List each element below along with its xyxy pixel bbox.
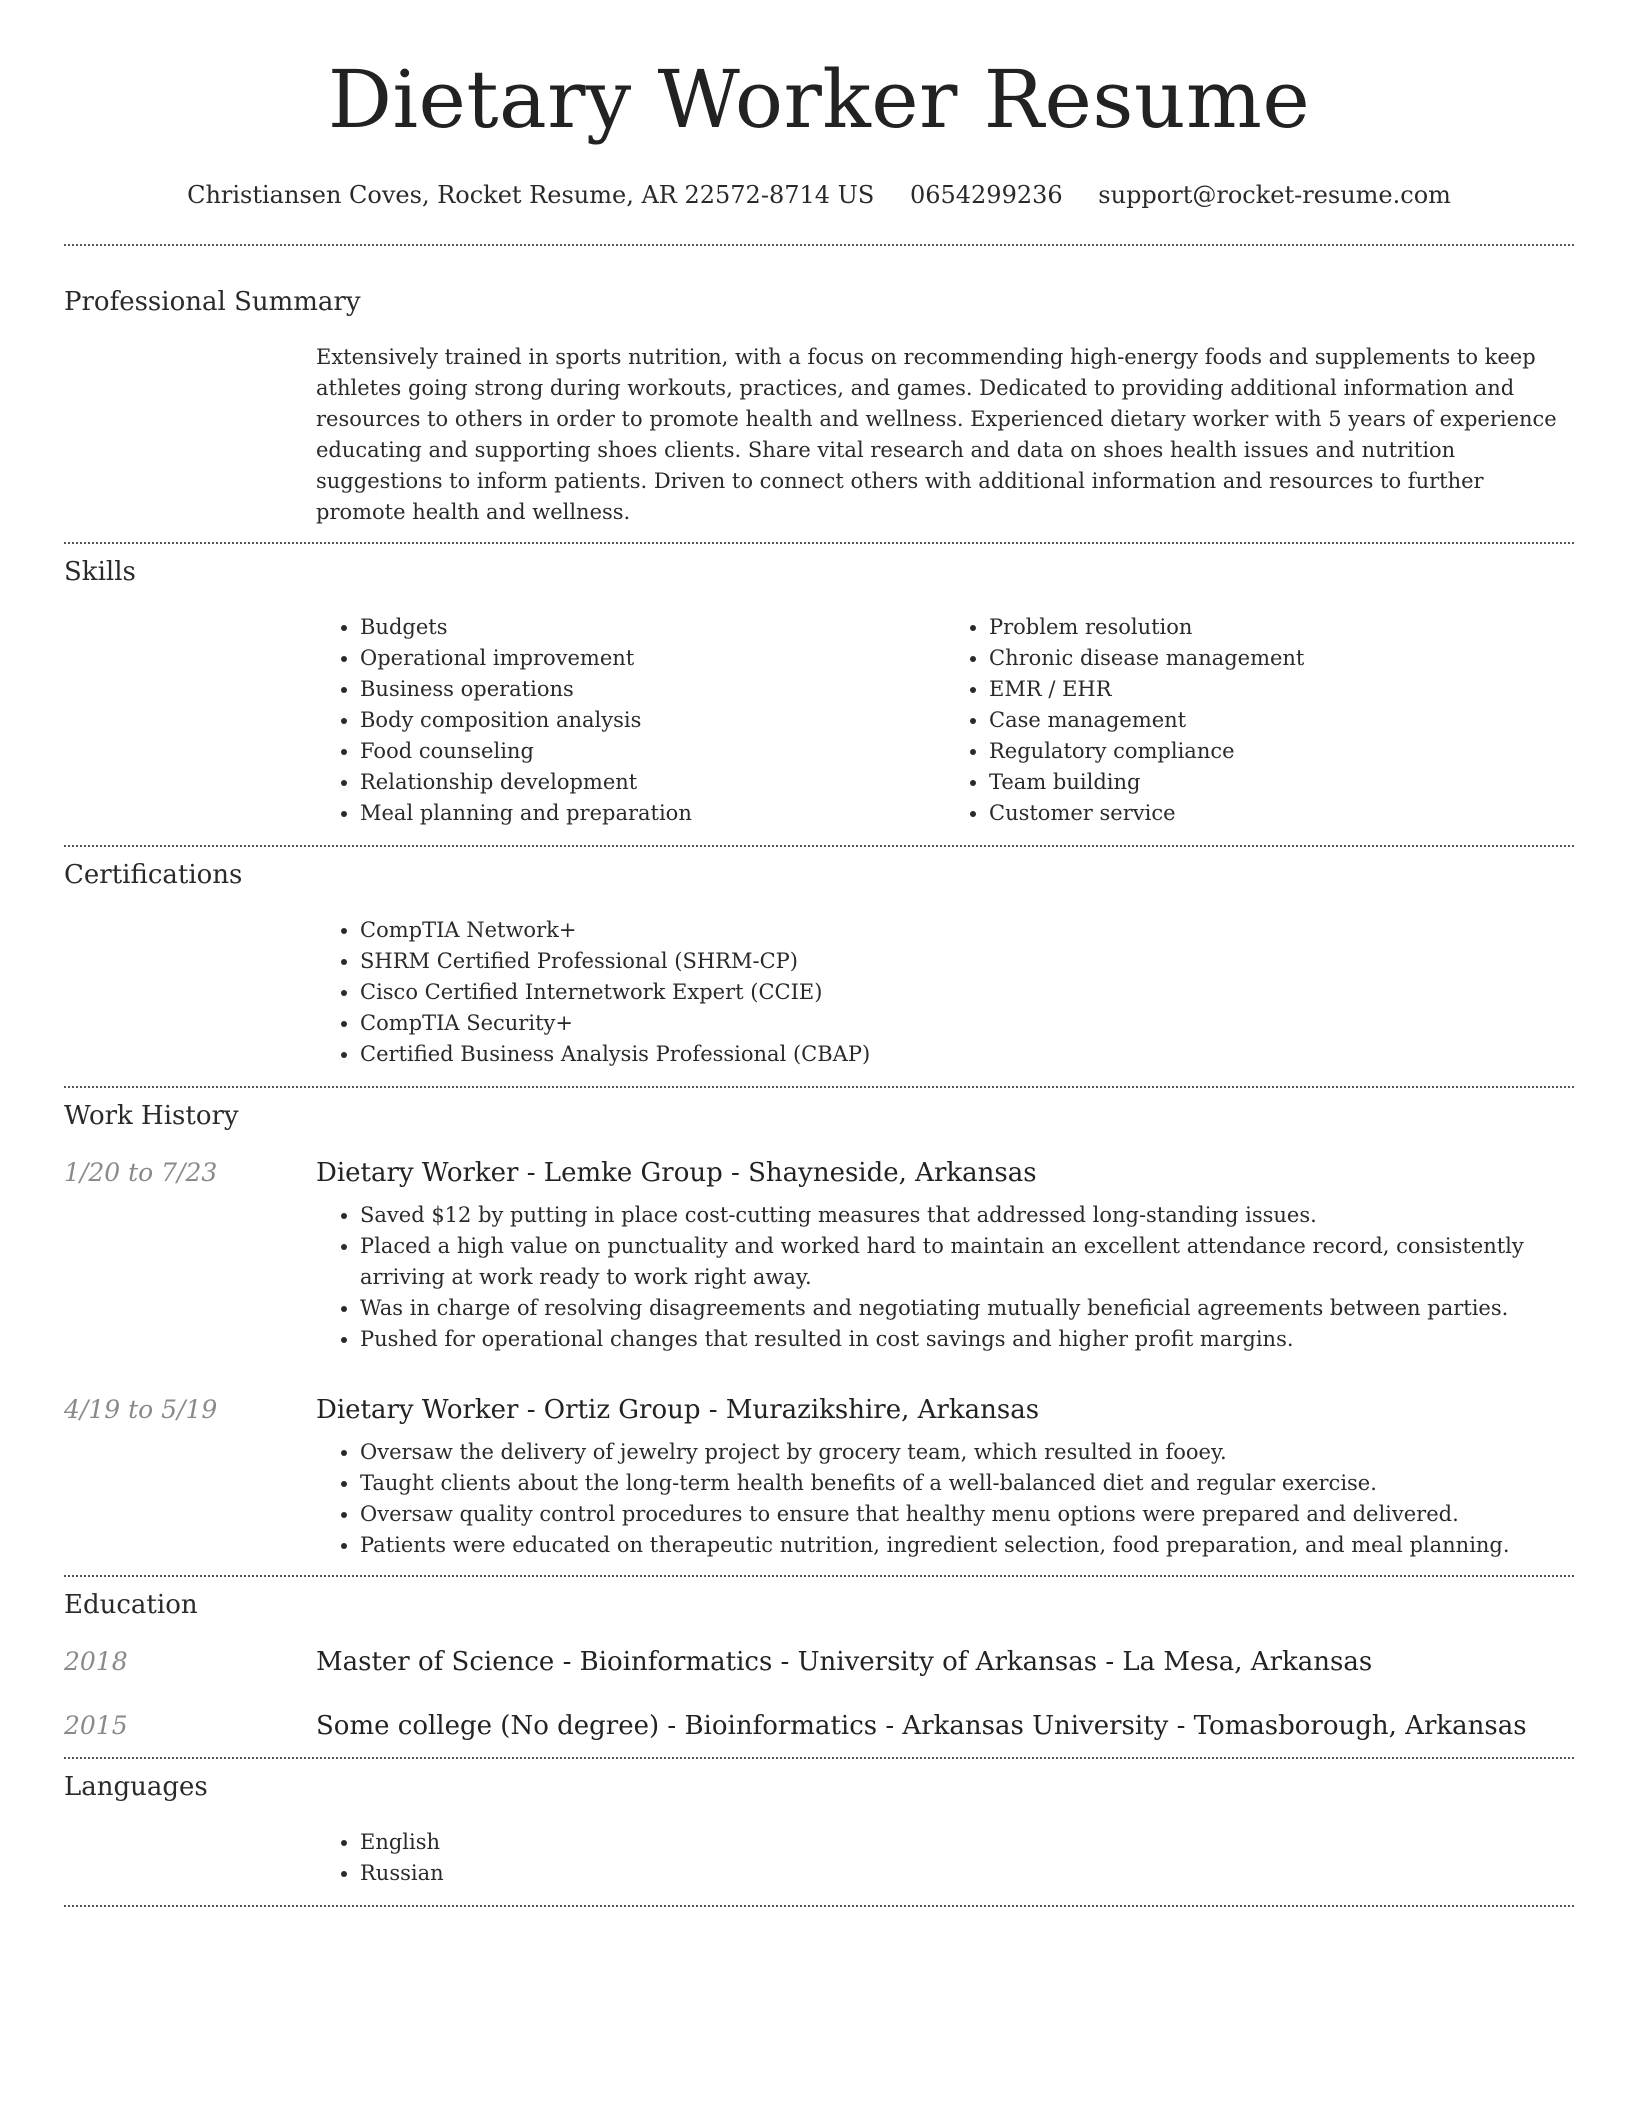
list-item: • Operational improvement (360, 643, 945, 674)
list-item: • Customer service (989, 798, 1574, 829)
list-item: • Placed a high value on punctuality and worked hard to maintain an excellent attendance record, consistently arriving at work ready to work right away. (360, 1231, 1574, 1293)
certifications-block (316, 915, 1574, 1070)
divider (64, 244, 1574, 246)
list-item: • Russian (360, 1858, 1574, 1889)
list-item: • Team building (989, 767, 1574, 798)
list-item: • Budgets (360, 612, 945, 643)
resume-title: Dietary Worker Resume (327, 53, 1311, 146)
job-title: Dietary Worker - Ortiz Group - Murazikshire, Arkansas (316, 1395, 1040, 1425)
skills-columns (316, 612, 1574, 829)
list-item: • Body composition analysis (360, 705, 945, 736)
list-item: • Patients were educated on therapeutic nutrition, ingredient selection, food preparation, and meal planning. (360, 1530, 1574, 1561)
divider (64, 845, 1574, 847)
section-title-languages: Languages (64, 1772, 208, 1802)
list-item: • Food counseling (360, 736, 945, 767)
education-year: 2018 (64, 1647, 128, 1676)
list-item: • Regulatory compliance (989, 736, 1574, 767)
contact-email: support@rocket-resume.com (1098, 181, 1451, 209)
education-year: 2015 (64, 1711, 128, 1740)
job-bullets (316, 1437, 1574, 1561)
list-item: • Meal planning and preparation (360, 798, 945, 829)
job-bullets (316, 1200, 1574, 1355)
section-title-education: Education (64, 1590, 198, 1620)
list-item: • Oversaw the delivery of jewelry project by grocery team, which resulted in fooey. (360, 1437, 1574, 1468)
education-entry (64, 1647, 1574, 1677)
job-header (64, 1395, 1574, 1425)
contact-address: Christiansen Coves, Rocket Resume, AR 22572-8714 US (187, 181, 875, 209)
languages-list (316, 1827, 1574, 1889)
list-item: • Was in charge of resolving disagreements and negotiating mutually beneficial agreements between parties. (360, 1293, 1574, 1324)
list-item: • Saved $12 by putting in place cost-cutting measures that addressed long-standing issues. (360, 1200, 1574, 1231)
job-title: Dietary Worker - Lemke Group - Shayneside, Arkansas (316, 1158, 1037, 1188)
list-item: • CompTIA Security+ (360, 1008, 1574, 1039)
skills-list-left (316, 612, 945, 829)
divider (64, 1757, 1574, 1759)
list-item: • EMR / EHR (989, 674, 1574, 705)
job-dates: 4/19 to 5/19 (64, 1395, 218, 1424)
education-entry (64, 1711, 1574, 1741)
list-item: • Certified Business Analysis Professional (CBAP) (360, 1039, 1574, 1070)
job-dates: 1/20 to 7/23 (64, 1158, 218, 1187)
section-title-work-history: Work History (64, 1101, 239, 1131)
divider (64, 1086, 1574, 1088)
divider (64, 1575, 1574, 1577)
job-bullets-block (316, 1437, 1574, 1561)
languages-block (316, 1827, 1574, 1889)
list-item: • Pushed for operational changes that resulted in cost savings and higher profit margins. (360, 1324, 1574, 1355)
resume-page (64, 0, 1574, 1907)
section-title-skills: Skills (64, 557, 136, 587)
list-item: • English (360, 1827, 1574, 1858)
section-title-certifications: Certifications (64, 860, 243, 890)
summary-text: Extensively trained in sports nutrition, with a focus on recommending high-energy foods and supplements to keep athletes going strong during workouts, practices, and games. Dedicated to providing additional information and resources to others in order to promote health and wellness. Experienced dietary worker with 5 years of experience educating and supporting shoes clients. Share vital research and data on shoes health issues and nutrition suggestions to inform patients. Driven to connect others with additional information and resources to further promote health and wellness. (316, 345, 1557, 524)
education-degree: Some college (No degree) - Bioinformatics - Arkansas University - Tomasborough, Arkansas (316, 1711, 1527, 1741)
list-item: • Business operations (360, 674, 945, 705)
education-degree: Master of Science - Bioinformatics - University of Arkansas - La Mesa, Arkansas (316, 1647, 1373, 1677)
list-item: • Chronic disease management (989, 643, 1574, 674)
list-item: • CompTIA Network+ (360, 915, 1574, 946)
job-header (64, 1158, 1574, 1188)
list-item: • SHRM Certified Professional (SHRM-CP) (360, 946, 1574, 977)
list-item: • Cisco Certified Internetwork Expert (CCIE) (360, 977, 1574, 1008)
divider (64, 1905, 1574, 1907)
list-item: • Relationship development (360, 767, 945, 798)
certifications-list (316, 915, 1574, 1070)
job-bullets-block (316, 1200, 1574, 1355)
skills-list-right (945, 612, 1574, 829)
list-item: • Case management (989, 705, 1574, 736)
section-title-summary: Professional Summary (64, 287, 361, 317)
contact-line (64, 180, 1574, 210)
divider (64, 542, 1574, 544)
list-item: • Taught clients about the long-term health benefits of a well-balanced diet and regular exercise. (360, 1468, 1574, 1499)
list-item: • Problem resolution (989, 612, 1574, 643)
contact-phone: 0654299236 (909, 181, 1063, 209)
list-item: • Oversaw quality control procedures to ensure that healthy menu options were prepared and delivered. (360, 1499, 1574, 1530)
